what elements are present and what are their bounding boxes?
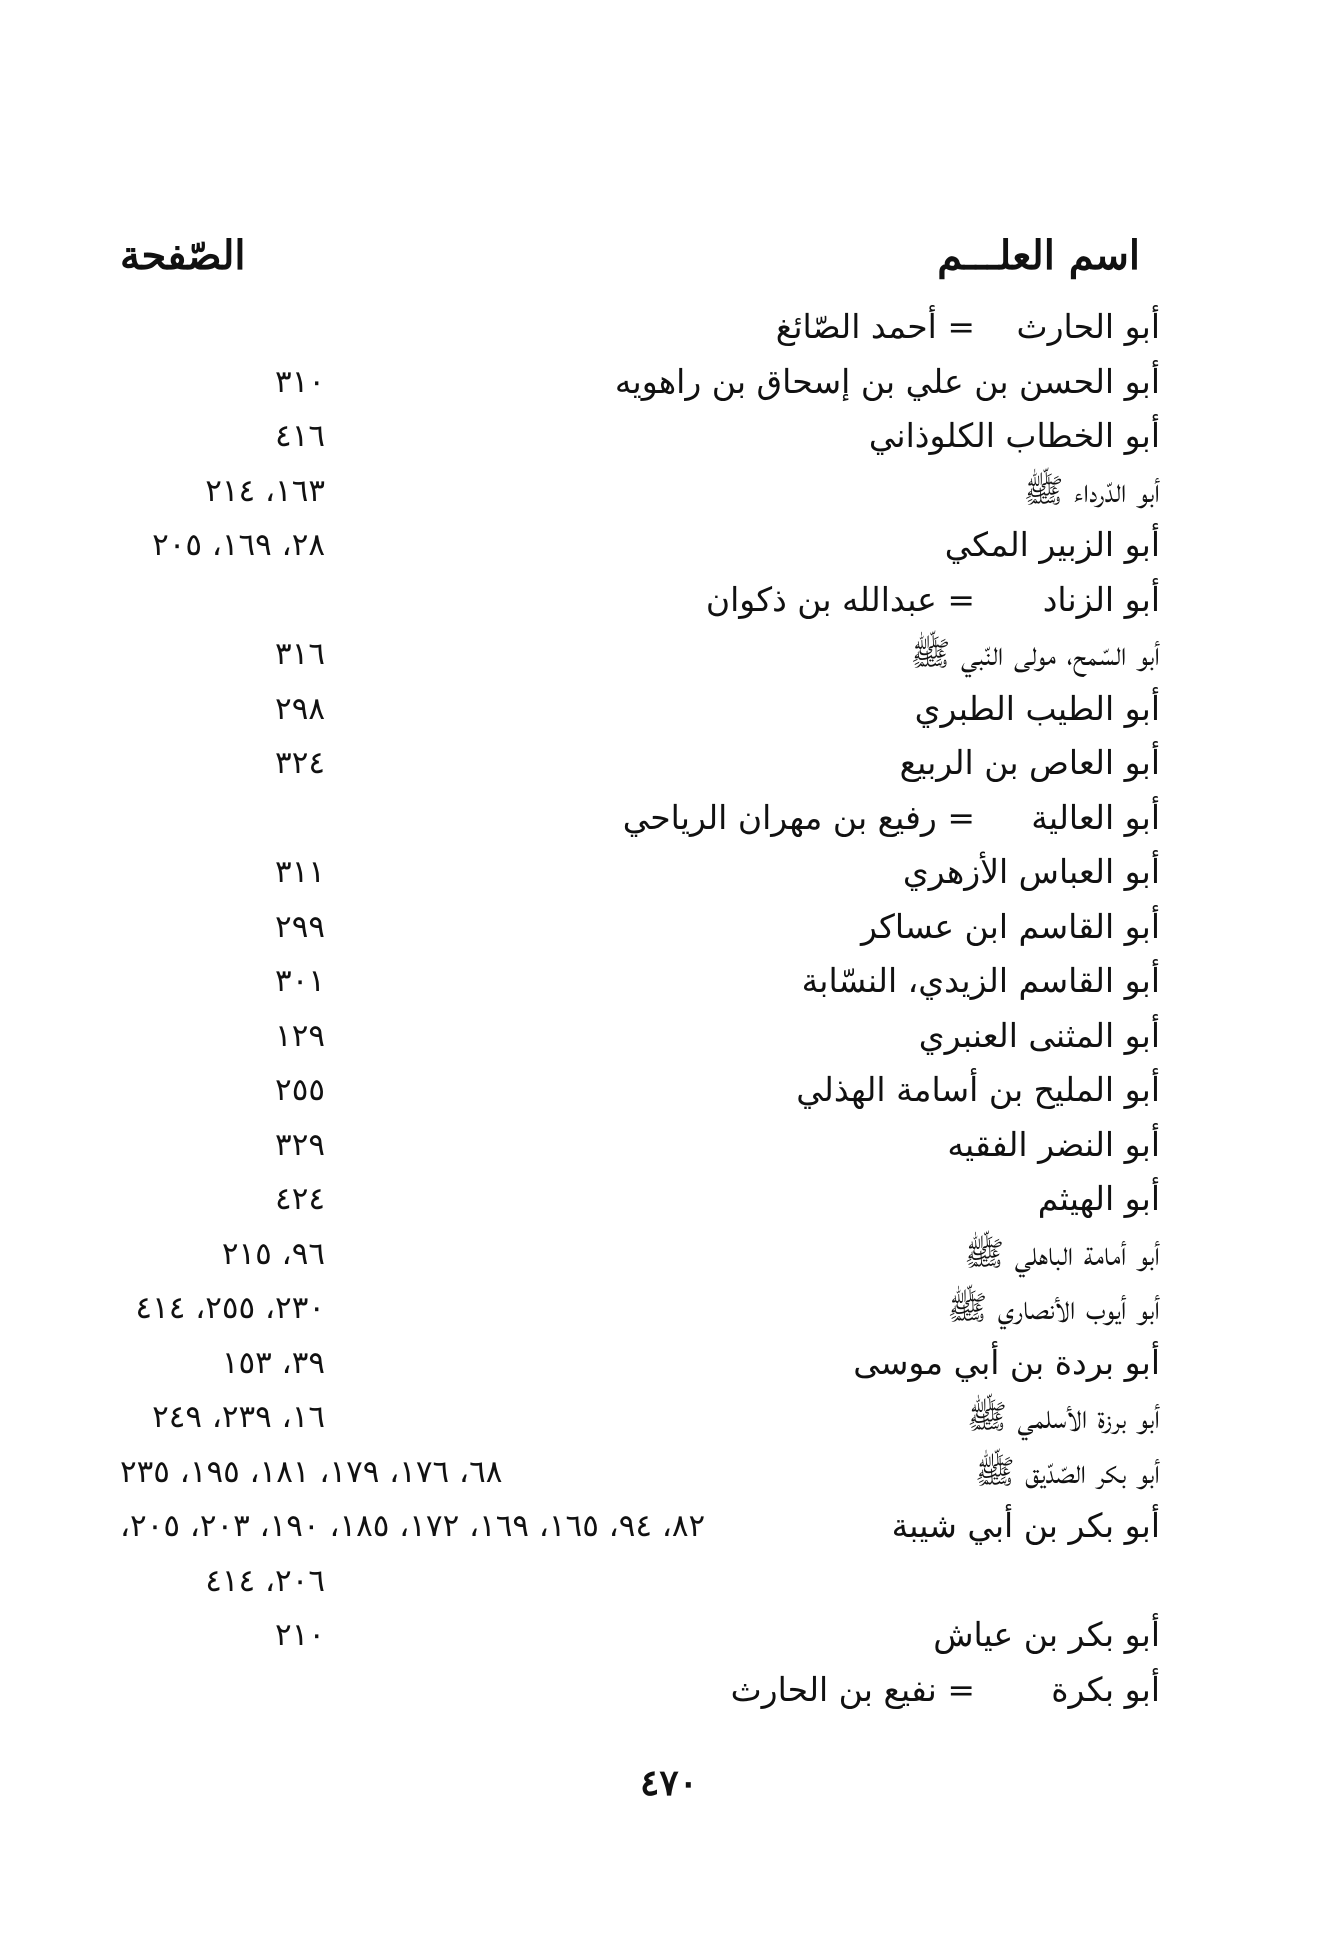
index-entry xyxy=(120,1172,1160,1227)
entry-name: أبو بكر بن أبي شيبة xyxy=(891,1506,1160,1545)
index-entry xyxy=(120,1227,1160,1282)
entry-pages: ٢٠٦، ٤١٤ xyxy=(205,1562,325,1599)
entry-pages: ٣٠١ xyxy=(275,963,325,999)
entry-pages: ٤٢٤ xyxy=(275,1181,325,1217)
index-entry xyxy=(120,1499,1160,1554)
index-entry xyxy=(120,1281,1160,1336)
entry-pages: ١٦٣، ٢١٤ xyxy=(205,472,325,509)
index-entry xyxy=(120,464,1160,519)
entry-name: أبو العاص بن الربيع xyxy=(899,743,1160,782)
entry-pages: ٢٣٠، ٢٥٥، ٤١٤ xyxy=(135,1290,325,1326)
index-entry xyxy=(120,1009,1160,1064)
entry-name: أبو الدّرداء ﷺ xyxy=(1023,470,1160,510)
index-entry xyxy=(120,954,1160,1009)
entry-name: أبو الزناد xyxy=(1042,579,1160,619)
index-entry xyxy=(120,845,1160,900)
index-entry xyxy=(120,1554,1160,1609)
entry-name: أبو برزة الأسلمي ﷺ xyxy=(967,1397,1160,1436)
index-entry xyxy=(120,1118,1160,1173)
entry-pages: ٢٥٥ xyxy=(275,1072,325,1108)
entry-reference: = أحمد الصّائغ xyxy=(775,307,975,346)
index-entry xyxy=(120,573,1160,628)
entry-name: أبو المليح بن أسامة الهذلي xyxy=(796,1070,1160,1109)
entry-pages: ٣٩، ١٥٣ xyxy=(221,1344,325,1381)
page-column-heading: الصّفحة xyxy=(120,232,246,279)
index-entry xyxy=(120,627,1160,682)
entry-name: أبو الخطاب الكلوذاني xyxy=(868,416,1160,455)
index-entry xyxy=(120,736,1160,791)
index-entry xyxy=(120,409,1160,464)
entry-name: أبو العالية xyxy=(1031,797,1160,837)
column-header xyxy=(120,232,1150,292)
index-entry xyxy=(120,355,1160,410)
entry-name: أبو السّمح، مولى النّبي ﷺ xyxy=(910,634,1160,673)
index-entries xyxy=(120,300,1160,1717)
entry-pages: ٣٢٤ xyxy=(275,745,325,781)
entry-name: أبو العباس الأزهري xyxy=(902,852,1160,891)
index-entry xyxy=(120,791,1160,846)
entry-pages: ٩٦، ٢١٥ xyxy=(221,1235,325,1272)
cross-reference-entry xyxy=(776,300,1160,354)
entry-reference: = رفيع بن مهران الرياحي xyxy=(622,797,975,837)
entry-pages: ١٦، ٢٣٩، ٢٤٩ xyxy=(152,1399,325,1435)
index-entry xyxy=(120,1663,1160,1718)
index-entry xyxy=(120,300,1160,355)
entry-name: أبو الهيثم xyxy=(1037,1179,1160,1218)
entry-name: أبو القاسم الزيدي، النسّابة xyxy=(801,961,1160,1000)
index-entry xyxy=(120,1390,1160,1445)
index-entry xyxy=(120,1063,1160,1118)
index-entry xyxy=(120,1336,1160,1391)
entry-name: أبو القاسم ابن عساكر xyxy=(860,906,1160,946)
entry-name: أبو أيوب الأنصاري ﷺ xyxy=(947,1288,1160,1327)
entry-pages: ٢٩٩ xyxy=(275,908,325,945)
entry-name: أبو بكر الصّدّيق ﷺ xyxy=(974,1451,1160,1491)
entry-pages: ٣١٦ xyxy=(275,636,325,672)
entry-name: أبو بردة بن أبي موسى xyxy=(853,1342,1160,1382)
entry-pages: ٦٨، ١٧٦، ١٧٩، ١٨١، ١٩٥، ٢٣٥ xyxy=(120,1453,503,1490)
entry-name: أبو أمامة الباهلي ﷺ xyxy=(964,1233,1160,1273)
entry-pages: ٤١٦ xyxy=(275,418,325,454)
index-entry xyxy=(120,900,1160,955)
entry-name: أبو الحسن بن علي بن إسحاق بن راهويه xyxy=(614,361,1160,401)
entry-pages: ٨٢، ٩٤، ١٦٥، ١٦٩، ١٧٢، ١٨٥، ١٩٠، ٢٠٣، ٢٠٥، xyxy=(120,1508,706,1544)
cross-reference-entry xyxy=(623,791,1160,845)
entry-name: أبو الحارث xyxy=(1016,307,1160,346)
entry-pages: ٣٢٩ xyxy=(275,1126,325,1163)
entry-pages: ٢٨، ١٦٩، ٢٠٥ xyxy=(152,527,325,563)
index-entry xyxy=(120,518,1160,573)
entry-name: أبو الزبير المكي xyxy=(944,525,1160,564)
entry-name: أبو الطيب الطبري xyxy=(914,688,1160,728)
entry-name: أبو بكر بن عياش xyxy=(933,1615,1160,1654)
cross-reference-entry xyxy=(731,1663,1160,1717)
entry-reference: = عبدالله بن ذكوان xyxy=(705,579,975,619)
cross-reference-entry xyxy=(706,573,1160,627)
entry-name: أبو المثنى العنبري xyxy=(918,1015,1160,1055)
entry-pages: ١٢٩ xyxy=(275,1017,325,1054)
index-entry xyxy=(120,1445,1160,1500)
entry-pages: ٢٩٨ xyxy=(275,690,325,727)
entry-name: أبو بكرة xyxy=(1051,1669,1160,1709)
name-column-heading: اسم العلـــم xyxy=(937,232,1140,279)
entry-pages: ٢١٠ xyxy=(275,1617,325,1653)
entry-reference: = نفيع بن الحارث xyxy=(730,1669,975,1709)
index-entry xyxy=(120,1608,1160,1663)
entry-name: أبو النضر الفقيه xyxy=(947,1124,1160,1164)
index-entry xyxy=(120,682,1160,737)
entry-pages: ٣١٠ xyxy=(275,363,325,400)
entry-pages: ٣١١ xyxy=(275,854,325,890)
page-number: ٤٧٠ xyxy=(639,1762,698,1804)
